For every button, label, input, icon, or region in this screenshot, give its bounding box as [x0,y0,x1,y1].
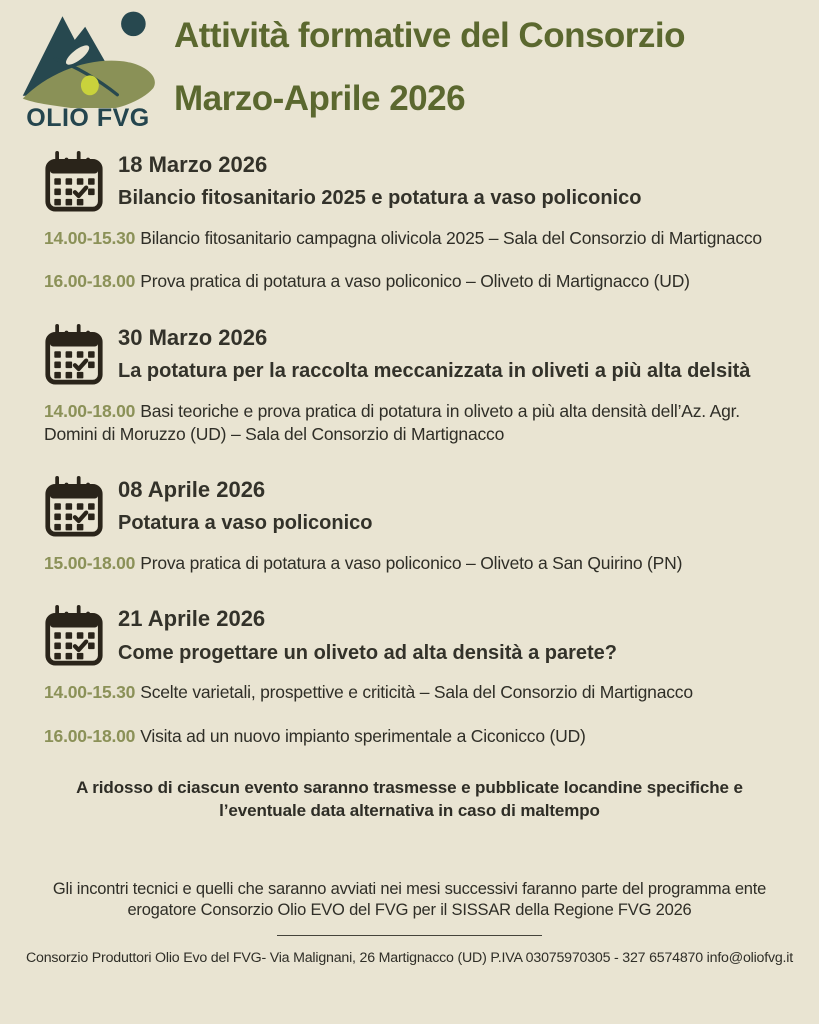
event-title: Come progettare un oliveto ad alta densità a parete? [118,641,618,664]
notice-text: A ridosso di ciascun evento saranno trasmesse e pubblicate locandine specifiche e l’eventuale data alternativa in caso di maltempo [76,777,743,821]
calendar-icon [44,322,104,386]
event-header [44,322,793,386]
event-session [44,227,793,250]
page-title-line2: Marzo-Aprile 2026 [174,79,466,118]
logo-text: OLIO FVG [26,104,150,132]
event-block-21-aprile [44,603,793,748]
page-title-line1: Attività formative del Consorzio [174,16,686,55]
event-header [44,149,793,213]
session-text: Visita ad un nuovo impianto sperimentale a Ciconicco (UD) [140,725,586,746]
session-text: Prova pratica di potatura a vaso policonico – Oliveto a San Quirino (PN) [140,553,683,574]
events-list [0,133,819,748]
event-date: 21 Aprile 2026 [118,606,266,632]
session-text: Bilancio fitosanitario campagna olivicola 2025 – Sala del Consorzio di Martignacco [140,228,762,248]
session-time: 15.00-18.00 [44,553,136,574]
calendar-icon [44,474,104,538]
logo-mountain-icon [14,4,162,108]
session-text: Basi teoriche e prova pratica di potatura in oliveto a più alta densità dell’Az. Agr. Domini di Moruzzo (UD) – Sala del Consorzio di Martignacco [44,400,740,444]
event-session [44,725,793,748]
logo [12,4,164,133]
page-title [174,4,685,116]
event-header [44,474,793,538]
event-block-08-aprile [44,474,793,575]
event-date: 08 Aprile 2026 [118,477,266,503]
session-text: Prova pratica di potatura a vaso policonico – Oliveto di Martignacco (UD) [140,271,690,292]
program-note: Gli incontri tecnici e quelli che saranno avviati nei mesi successivi faranno parte del programma ente erogatore Consorzio Olio EVO del FVG per il SISSAR della Regione FVG 2026 [52,879,767,920]
header [0,0,819,133]
event-header [44,603,793,667]
event-date: 18 Marzo 2026 [118,152,268,177]
event-title: La potatura per la raccolta meccanizzata in oliveti a più alta delsità [118,359,751,382]
session-time: 16.00-18.00 [44,725,136,746]
event-session [44,552,793,575]
event-session [44,400,793,447]
event-block-30-marzo [44,322,793,447]
event-title: Potatura a vaso policonico [118,512,373,535]
session-time: 14.00-15.30 [44,228,136,248]
session-time: 14.00-15.30 [44,682,136,703]
event-session [44,270,793,293]
divider-line [277,935,542,936]
footer-contact: Consorzio Produttori Olio Evo del FVG- Via Malignani, 26 Martignacco (UD) P.IVA 03075970305 - 327 6574870 info@oliofvg.it [25,949,793,966]
event-title: Bilancio fitosanitario 2025 e potatura a vaso policonico [118,187,642,210]
session-time: 14.00-18.00 [44,400,136,421]
session-time: 16.00-18.00 [44,271,136,292]
calendar-icon [44,603,104,667]
session-text: Scelte varietali, prospettive e criticità – Sala del Consorzio di Martignacco [140,682,693,703]
calendar-icon [44,149,104,213]
event-date: 30 Marzo 2026 [118,324,268,350]
event-session [44,681,793,704]
event-block-18-marzo [44,149,793,294]
